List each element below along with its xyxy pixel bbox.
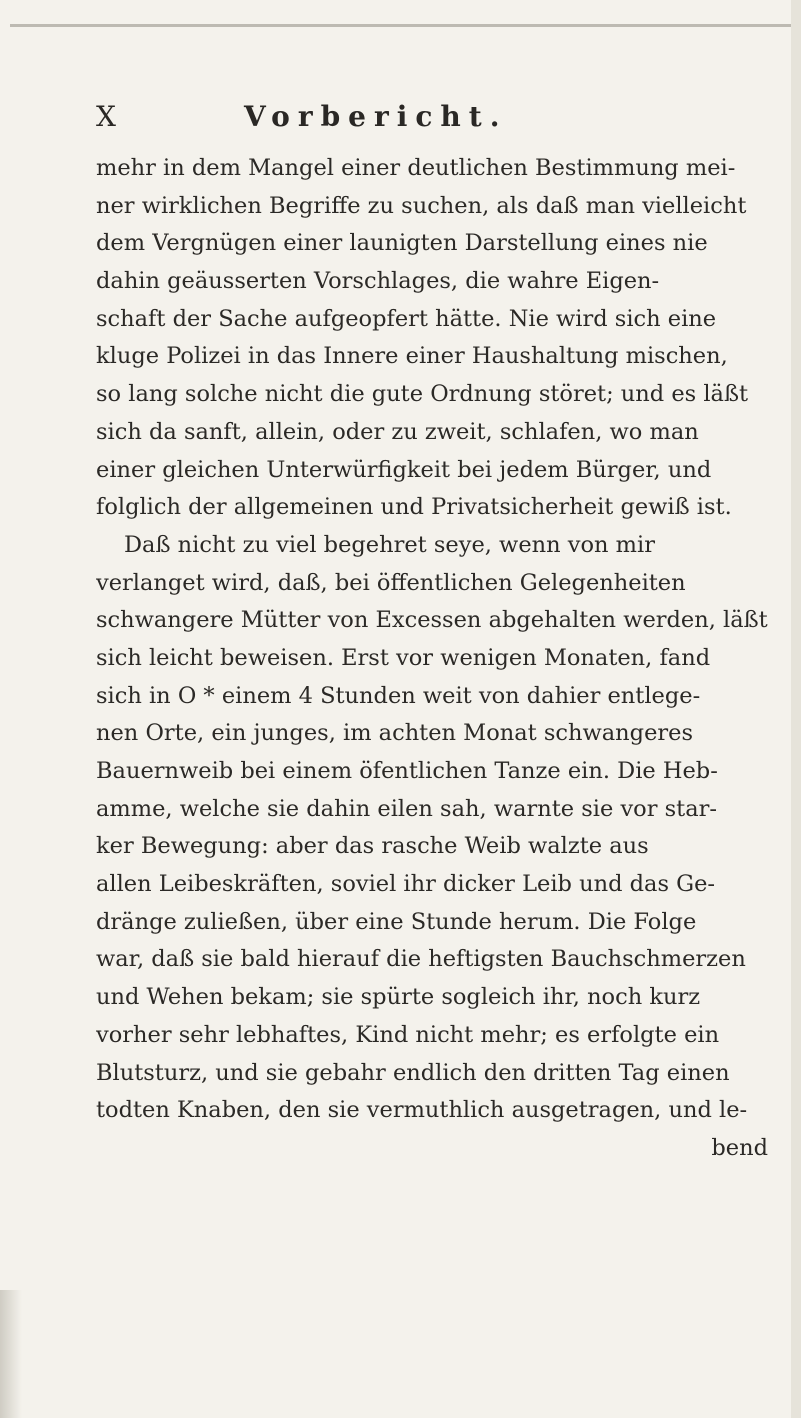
text-line: ker Bewegung: aber das rasche Weib walzte aus	[96, 833, 649, 860]
text-line: vorher sehr lebhaftes, Kind nicht mehr; es erfolgte ein	[96, 1021, 720, 1048]
text-line: sich da sanft, allein, oder zu zweit, schlafen, wo man	[96, 418, 699, 445]
text-line: amme, welche sie dahin eilen sah, warnte sie vor star-	[96, 795, 717, 822]
body-text	[96, 150, 772, 1168]
text-line: kluge Polizei in das Innere einer Haushaltung mischen,	[96, 343, 728, 370]
page-header	[96, 100, 696, 140]
page-edge-left	[0, 1290, 22, 1418]
text-line: sich leicht beweisen. Erst vor wenigen Monaten, fand	[96, 644, 711, 671]
catchword: bend	[711, 1134, 768, 1161]
text-line: dahin geäusserten Vorschlages, die wahre Eigen-	[96, 268, 660, 295]
text-line: so lang solche nicht die gute Ordnung störet; und es läßt	[96, 381, 749, 408]
text-line: sich in O * einem 4 Stunden weit von dahier entlege-	[96, 682, 701, 709]
text-line: folglich der allgemeinen und Privatsicherheit gewiß ist.	[96, 494, 732, 521]
text-line: allen Leibeskräften, soviel ihr dicker Leib und das Ge-	[96, 871, 716, 898]
page-edge-right	[791, 0, 801, 1418]
top-rule	[10, 24, 801, 27]
page-number: X	[96, 100, 116, 133]
text-line: einer gleichen Unterwürfigkeit bei jedem Bürger, und	[96, 456, 712, 483]
text-line: ner wirklichen Begriffe zu suchen, als daß man vielleicht	[96, 192, 747, 219]
text-line: verlanget wird, daß, bei öffentlichen Gelegenheiten	[96, 569, 686, 596]
text-line: Bauernweib bei einem öfentlichen Tanze ein. Die Heb-	[96, 758, 718, 784]
text-line: und Wehen bekam; sie spürte sogleich ihr, noch kurz	[96, 984, 701, 1011]
text-line: mehr in dem Mangel einer deutlichen Bestimmung mei-	[96, 155, 736, 181]
text-line: schaft der Sache aufgeopfert hätte. Nie wird sich eine	[96, 305, 717, 332]
text-line: todten Knaben, den sie vermuthlich ausgetragen, und le-	[96, 1097, 748, 1124]
text-line: dränge zuließen, über eine Stunde herum. Die Folge	[96, 908, 697, 935]
running-head: Vorbericht.	[244, 100, 508, 133]
text-line: Daß nicht zu viel begehret seye, wenn von mir	[124, 531, 655, 558]
text-line: Blutsturz, und sie gebahr endlich den dritten Tag einen	[96, 1059, 730, 1086]
text-line: dem Vergnügen einer launigten Darstellung eines nie	[96, 230, 708, 257]
text-line: war, daß sie bald hierauf die heftigsten Bauchschmerzen	[96, 946, 746, 973]
text-line: nen Orte, ein junges, im achten Monat schwangeres	[96, 720, 694, 747]
text-line: schwangere Mütter von Excessen abgehalten werden, läßt	[96, 607, 768, 634]
